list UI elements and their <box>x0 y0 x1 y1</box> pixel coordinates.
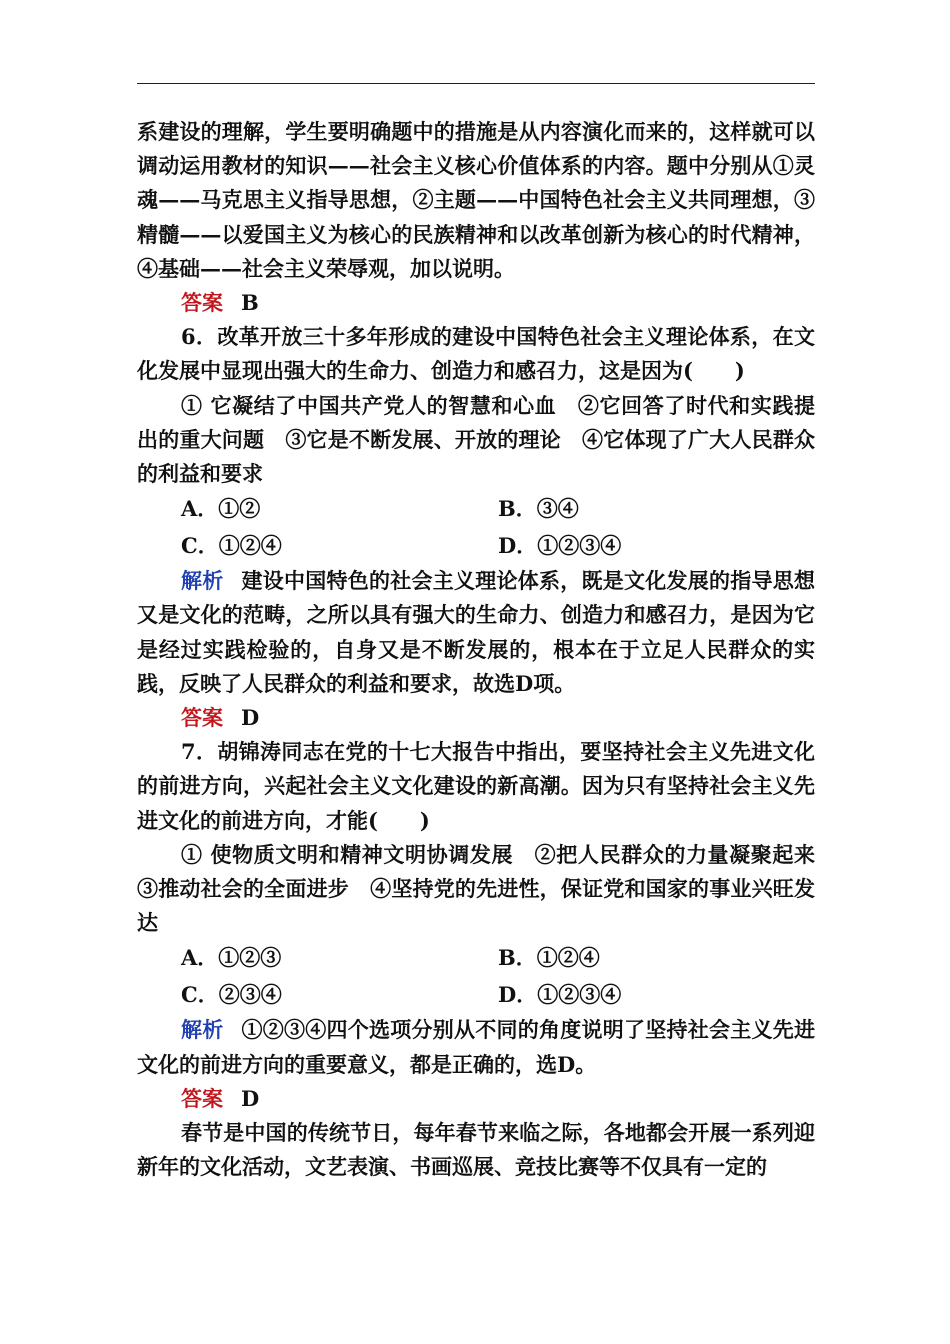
header-rule <box>137 83 815 84</box>
option-d[interactable]: D．①②③④ <box>498 981 622 1007</box>
next-passage: 春节是中国的传统节日，每年春节来临之际，各地都会开展一系列迎新年的文化活动，文艺表演、书画巡展、竞技比赛等不仅具有一定的 <box>137 1120 815 1180</box>
analysis-label: 解析 <box>181 568 224 594</box>
q6-stem: 6．改革开放三十多年形成的建设中国特色社会主义理论体系，在文化发展中显现出强大的生命力、创造力和感召力，这是因为( ) <box>137 324 815 384</box>
answer-label: 答案 <box>181 1085 223 1111</box>
answer-value: D <box>241 1085 260 1111</box>
analysis-label: 解析 <box>181 1017 224 1043</box>
q7-options-row-1 <box>137 940 815 977</box>
page-content <box>137 115 836 1184</box>
q5-analysis-continuation: 系建设的理解，学生要明确题中的措施是从内容演化而来的，这样就可以调动运用教材的知识——社会主义核心价值体系的内容。题中分别从①灵魂——马克思主义指导思想，②主题——中国特色社会主义共同理想，③精髓——以爱国主义为核心的民族精神和以改革创新为核心的时代精神，④基础——社会主义荣辱观，加以说明。 <box>137 119 815 281</box>
option-a[interactable]: A．①② <box>181 496 261 522</box>
q7-stem: 7．胡锦涛同志在党的十七大报告中指出，要坚持社会主义先进文化的前进方向，兴起社会主义文化建设的新高潮。因为只有坚持社会主义先进文化的前进方向，才能( ) <box>137 739 815 833</box>
option-b[interactable]: B．③④ <box>498 496 579 522</box>
q7-options-row-2 <box>137 977 815 1014</box>
q5-answer <box>137 286 815 320</box>
q6-answer <box>137 701 815 735</box>
q6-statements: ① 它凝结了中国共产党人的智慧和心血 ②它回答了时代和实践提出的重大问题 ③它是不断发展、开放的理论 ④它体现了广大人民群众的利益和要求 <box>137 392 815 487</box>
option-c[interactable]: C．②③④ <box>181 981 282 1007</box>
answer-label: 答案 <box>181 705 223 731</box>
answer-label: 答案 <box>181 290 223 316</box>
option-a[interactable]: A．①②③ <box>181 945 282 971</box>
answer-value: B <box>241 290 259 316</box>
q6-options-row-1 <box>137 491 815 528</box>
q6-analysis <box>137 564 815 701</box>
option-d[interactable]: D．①②③④ <box>498 532 622 558</box>
option-b[interactable]: B．①②④ <box>498 945 600 971</box>
answer-value: D <box>241 705 260 731</box>
analysis-text: ①②③④四个选项分别从不同的角度说明了坚持社会主义先进文化的前进方向的重要意义，都是正确的，选D。 <box>137 1017 815 1077</box>
q7-analysis <box>137 1013 815 1081</box>
option-c[interactable]: C．①②④ <box>181 532 282 558</box>
analysis-text: 建设中国特色的社会主义理论体系，既是文化发展的指导思想又是文化的范畴，之所以具有强大的生命力、创造力和感召力，是因为它是经过实践检验的，自身又是不断发展的，根本在于立足人民群众的实践，反映了人民群众的利益和要求，故选D项。 <box>137 568 815 696</box>
q7-answer <box>137 1082 815 1116</box>
q6-options-row-2 <box>137 528 815 565</box>
q7-statements: ① 使物质文明和精神文明协调发展 ②把人民群众的力量凝聚起来 ③推动社会的全面进步 ④坚持党的先进性，保证党和国家的事业兴旺发达 <box>137 841 836 936</box>
